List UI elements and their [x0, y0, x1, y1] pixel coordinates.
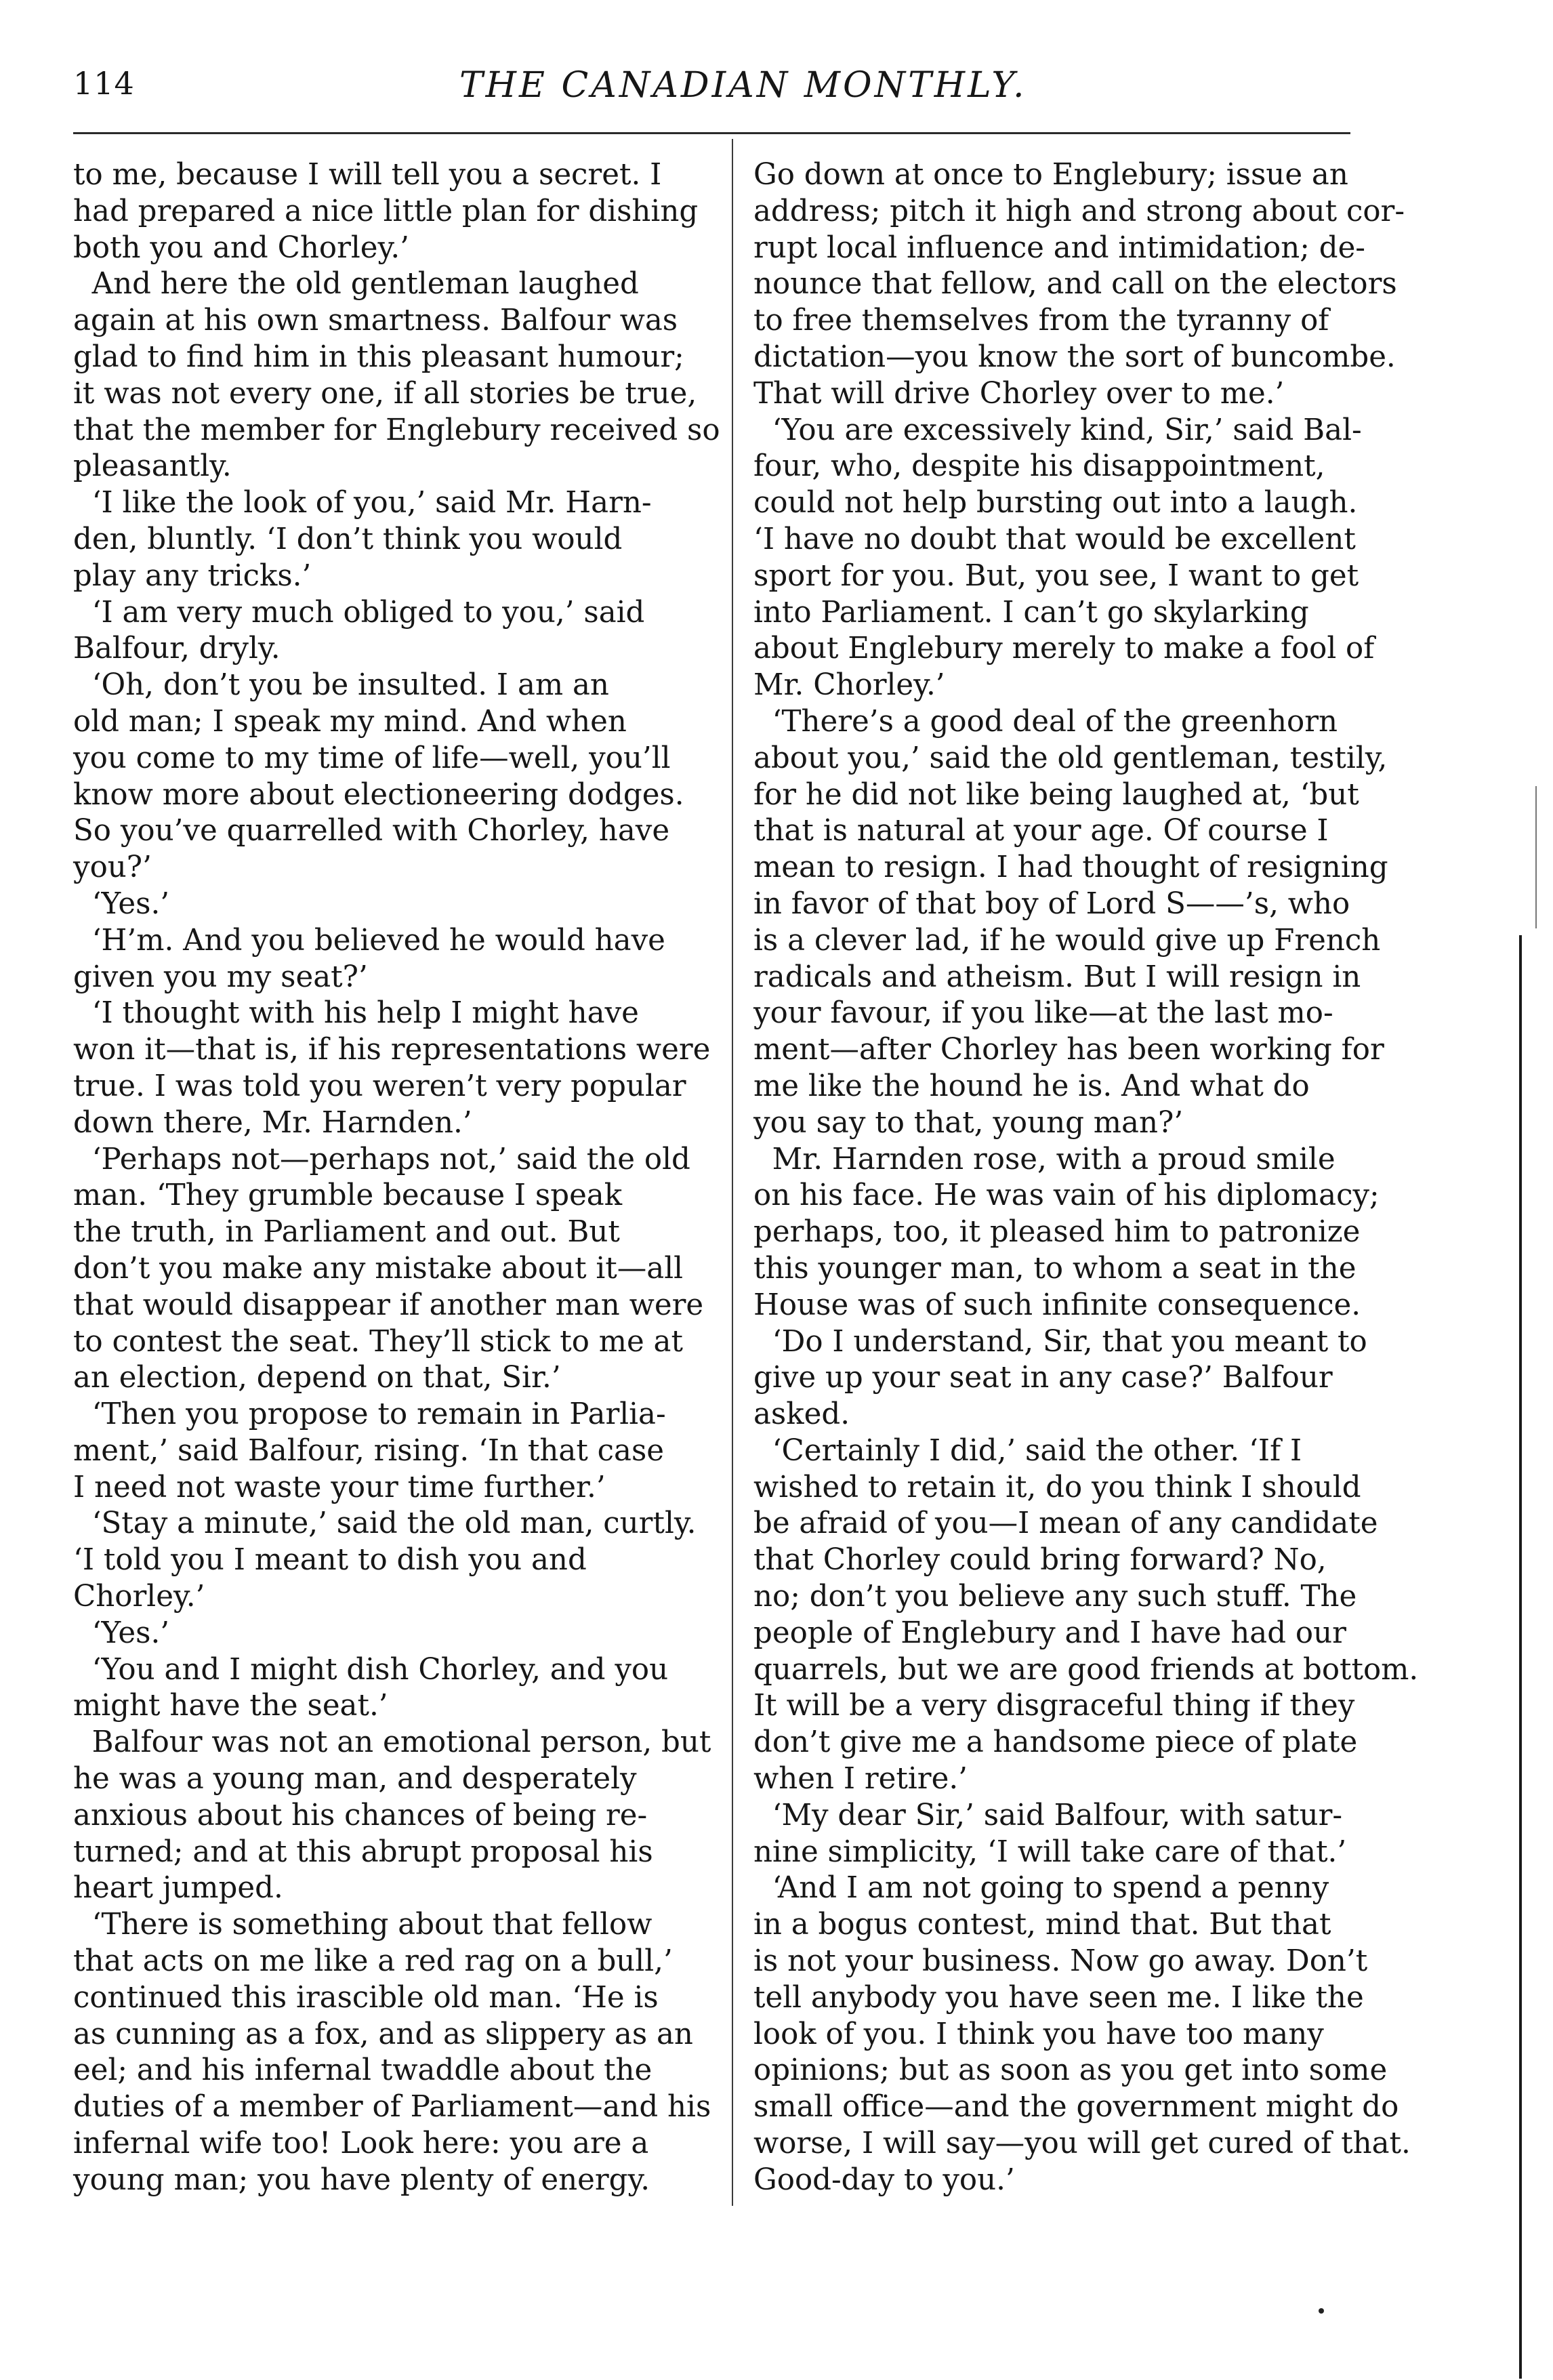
text-line: wished to retain it, do you think I should: [753, 1470, 1361, 1504]
text-line: that Chorley could bring forward? No,: [753, 1543, 1327, 1578]
text-line: won it—that is, if his representations were: [73, 1033, 711, 1067]
text-line: when I retire.’: [753, 1762, 968, 1797]
text-line: be afraid of you—I mean of any candidate: [753, 1506, 1378, 1541]
text-line: pleasantly.: [73, 449, 232, 484]
text-line: rupt local influence and intimidation; de-: [753, 230, 1366, 265]
left-column: [73, 157, 720, 2199]
text-line: House was of such infinite consequence.: [753, 1288, 1361, 1322]
text-line: given you my seat?’: [73, 960, 368, 994]
text-line: continued this irascible old man. ‘He is: [73, 1980, 659, 2015]
text-line: down there, Mr. Harnden.’: [73, 1105, 472, 1140]
text-line: duties of a member of Parliament—and his: [73, 2090, 711, 2125]
text-line: ‘I told you I meant to dish you and: [73, 1543, 587, 1578]
text-line: in favor of that boy of Lord S——’s, who: [753, 886, 1350, 921]
text-line: is not your business. Now go away. Don’t: [753, 1944, 1368, 1979]
text-line: That will drive Chorley over to me.’: [753, 376, 1285, 411]
text-line: mean to resign. I had thought of resigning: [753, 850, 1388, 885]
text-line: look of you. I think you have too many: [753, 2017, 1324, 2051]
text-line: ment,’ said Balfour, rising. ‘In that case: [73, 1433, 665, 1468]
text-line: young man; you have plenty of energy.: [73, 2162, 650, 2197]
text-line: ‘Stay a minute,’ said the old man, curtly.: [73, 1506, 697, 1541]
text-line: true. I was told you weren’t very popular: [73, 1069, 686, 1103]
text-line: he was a young man, and desperately: [73, 1762, 637, 1797]
right-column: [753, 157, 1419, 2199]
column-divider: [732, 139, 733, 2206]
text-line: had prepared a nice little plan for dishing: [73, 194, 699, 228]
text-line: ‘You and I might dish Chorley, and you: [73, 1652, 669, 1687]
text-line: on his face. He was vain of his diplomacy;: [753, 1178, 1380, 1213]
text-line: might have the seat.’: [73, 1689, 388, 1723]
text-line: perhaps, too, it pleased him to patronize: [753, 1215, 1361, 1250]
text-line: asked.: [753, 1397, 850, 1432]
text-line: Balfour was not an emotional person, but: [73, 1725, 711, 1760]
text-line: ‘Then you propose to remain in Parlia-: [73, 1397, 666, 1432]
text-line: don’t you make any mistake about it—all: [73, 1251, 684, 1286]
text-line: man. ‘They grumble because I speak: [73, 1178, 623, 1213]
text-line: ‘Perhaps not—perhaps not,’ said the old: [73, 1142, 690, 1176]
text-line: So you’ve quarrelled with Chorley, have: [73, 814, 670, 848]
margin-mark-thin: [1535, 786, 1537, 928]
text-line: Good-day to you.’: [753, 2162, 1015, 2197]
text-line: I need not waste your time further.’: [73, 1470, 606, 1504]
text-line: nine simplicity, ‘I will take care of that.’: [753, 1834, 1347, 1869]
text-line: no; don’t you believe any such stuff. The: [753, 1580, 1357, 1614]
text-line: quarrels, but we are good friends at bottom.: [753, 1652, 1419, 1687]
margin-mark: [1519, 935, 1522, 2379]
page-header: [73, 62, 1350, 123]
text-line: eel; and his infernal twaddle about the: [73, 2053, 653, 2088]
text-line: that the member for Englebury received so: [73, 413, 720, 447]
text-line: both you and Chorley.’: [73, 230, 409, 265]
text-line: address; pitch it high and strong about cor-: [753, 194, 1405, 228]
text-line: ‘There’s a good deal of the greenhorn: [753, 704, 1338, 739]
text-line: again at his own smartness. Balfour was: [73, 304, 678, 338]
text-line: don’t give me a handsome piece of plate: [753, 1725, 1358, 1760]
text-line: ‘And I am not going to spend a penny: [753, 1871, 1329, 1906]
text-line: worse, I will say—you will get cured of that.: [753, 2127, 1411, 2161]
running-title: THE CANADIAN MONTHLY.: [459, 65, 1027, 106]
text-line: Mr. Harnden rose, with a proud smile: [753, 1142, 1335, 1176]
text-line: you?’: [73, 850, 152, 885]
text-line: glad to find him in this pleasant humour;: [73, 340, 684, 374]
text-line: ‘Do I understand, Sir, that you meant to: [753, 1324, 1367, 1359]
text-line: into Parliament. I can’t go skylarking: [753, 595, 1309, 630]
text-line: ‘I have no doubt that would be excellent: [753, 522, 1356, 556]
text-line: ‘My dear Sir,’ said Balfour, with satur-: [753, 1798, 1343, 1832]
text-line: to contest the seat. They’ll stick to me at: [73, 1324, 683, 1359]
text-line: ‘You are excessively kind, Sir,’ said Bal-: [753, 413, 1362, 447]
header-rule: [73, 132, 1350, 134]
text-line: ‘I like the look of you,’ said Mr. Harn-: [73, 486, 652, 520]
text-line: as cunning as a fox, and as slippery as an: [73, 2017, 693, 2051]
text-line: to free themselves from the tyranny of: [753, 304, 1329, 338]
stray-dot: [1319, 2308, 1324, 2314]
text-line: ‘I am very much obliged to you,’ said: [73, 595, 645, 630]
text-line: that is natural at your age. Of course I: [753, 814, 1329, 848]
text-line: for he did not like being laughed at, ‘but: [753, 777, 1359, 812]
text-line: know more about electioneering dodges.: [73, 777, 684, 812]
text-line: heart jumped.: [73, 1871, 283, 1906]
text-line: anxious about his chances of being re-: [73, 1798, 648, 1832]
text-line: Go down at once to Englebury; issue an: [753, 158, 1348, 192]
text-line: ‘Certainly I did,’ said the other. ‘If I: [753, 1433, 1302, 1468]
text-line: infernal wife too! Look here: you are a: [73, 2127, 649, 2161]
text-line: play any tricks.’: [73, 558, 312, 593]
text-line: to me, because I will tell you a secret. I: [73, 158, 662, 192]
text-line: it was not every one, if all stories be true,: [73, 376, 697, 411]
text-line: ‘H’m. And you believed he would have: [73, 923, 665, 958]
text-line: It will be a very disgraceful thing if they: [753, 1689, 1355, 1723]
text-line: you come to my time of life—well, you’ll: [73, 741, 671, 775]
text-line: give up your seat in any case?’ Balfour: [753, 1361, 1333, 1395]
text-line: about you,’ said the old gentleman, testily,: [753, 741, 1388, 775]
text-line: opinions; but as soon as you get into some: [753, 2053, 1388, 2088]
text-line: you say to that, young man?’: [753, 1105, 1184, 1140]
text-line: nounce that fellow, and call on the electors: [753, 267, 1397, 302]
text-line: turned; and at this abrupt proposal his: [73, 1834, 653, 1869]
text-line: the truth, in Parliament and out. But: [73, 1215, 620, 1250]
text-line: Balfour, dryly.: [73, 632, 281, 666]
text-line: that acts on me like a red rag on a bull,’: [73, 1944, 673, 1979]
text-line: that would disappear if another man were: [73, 1288, 704, 1322]
text-line: your favour, if you like—at the last mo-: [753, 996, 1333, 1031]
text-line: this younger man, to whom a seat in the: [753, 1251, 1357, 1286]
page-number: 114: [73, 65, 135, 102]
text-line: dictation—you know the sort of buncombe.: [753, 340, 1396, 374]
text-line: Mr. Chorley.’: [753, 668, 945, 703]
text-line: Chorley.’: [73, 1580, 205, 1614]
text-line: ‘Yes.’: [73, 1616, 170, 1650]
text-line: could not help bursting out into a laugh.: [753, 486, 1358, 520]
text-line: four, who, despite his disappointment,: [753, 449, 1325, 484]
text-line: in a bogus contest, mind that. But that: [753, 1908, 1331, 1942]
text-line: ‘I thought with his help I might have: [73, 996, 639, 1031]
text-line: an election, depend on that, Sir.’: [73, 1361, 561, 1395]
text-line: is a clever lad, if he would give up French: [753, 923, 1381, 958]
text-line: ‘Oh, don’t you be insulted. I am an: [73, 668, 609, 703]
text-line: radicals and atheism. But I will resign in: [753, 960, 1361, 994]
text-line: ‘There is something about that fellow: [73, 1908, 653, 1942]
text-line: about Englebury merely to make a fool of: [753, 632, 1375, 666]
text-line: ment—after Chorley has been working for: [753, 1033, 1384, 1067]
text-line: And here the old gentleman laughed: [73, 267, 639, 302]
text-line: sport for you. But, you see, I want to get: [753, 558, 1359, 593]
text-line: me like the hound he is. And what do: [753, 1069, 1310, 1103]
text-line: small office—and the government might do: [753, 2090, 1399, 2125]
text-line: tell anybody you have seen me. I like the: [753, 1980, 1364, 2015]
text-line: people of Englebury and I have had our: [753, 1616, 1346, 1650]
text-line: ‘Yes.’: [73, 886, 170, 921]
text-line: den, bluntly. ‘I don’t think you would: [73, 522, 623, 556]
text-line: old man; I speak my mind. And when: [73, 704, 627, 739]
